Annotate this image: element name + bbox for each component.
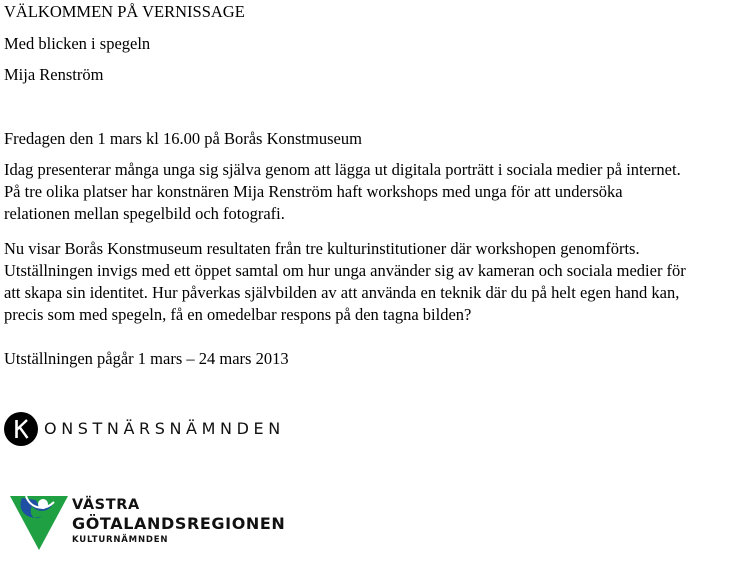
exhibition-duration: Utställningen pågår 1 mars – 24 mars 2013 bbox=[4, 349, 289, 368]
paragraph-line: Nu visar Borås Konstmuseum resultaten från tre kulturinstitutioner där workshopen genomförts. bbox=[4, 239, 640, 258]
paragraph-intro bbox=[4, 159, 750, 225]
konstnarsnamnden-wordmark: ONSTNÄRSNÄMNDEN bbox=[44, 419, 285, 438]
date-line: Fredagen den 1 mars kl 16.00 på Borås Konstmuseum bbox=[4, 129, 362, 148]
paragraph-line: Idag presenterar många unga sig själva genom att lägga ut digitala porträtt i sociala medier på internet. bbox=[4, 160, 681, 179]
vgr-logo bbox=[8, 492, 308, 554]
paragraph-exhibition bbox=[4, 238, 750, 326]
paragraph-line: Utställningen invigs med ett öppet samtal om hur unga använder sig av kameran och sociala medier för bbox=[4, 261, 686, 280]
artist-name: Mija Renström bbox=[4, 65, 104, 84]
paragraph-line: På tre olika platser har konstnären Mija Renström haft workshops med unga för att undersöka bbox=[4, 182, 623, 201]
paragraph-line: att skapa sin identitet. Hur påverkas självbilden av att använda en teknik där du på helt egen hand kan, bbox=[4, 283, 680, 302]
konstnarsnamnden-logo bbox=[4, 412, 304, 446]
paragraph-line: precis som med spegeln, få en omedelbar respons på den tagna bilden? bbox=[4, 305, 472, 324]
vgr-emblem-icon bbox=[8, 492, 70, 554]
vgr-line2: GÖTALANDSREGIONEN bbox=[72, 513, 286, 533]
k-mark-icon bbox=[4, 412, 38, 446]
exhibition-title: Med blicken i spegeln bbox=[4, 34, 151, 53]
heading: VÄLKOMMEN PÅ VERNISSAGE bbox=[4, 2, 245, 21]
paragraph-line: relationen mellan spegelbild och fotografi. bbox=[4, 204, 285, 223]
vgr-line3: KULTURNÄMNDEN bbox=[72, 534, 169, 545]
vgr-wordmark bbox=[72, 498, 285, 544]
vgr-line1: VÄSTRA bbox=[72, 497, 140, 513]
